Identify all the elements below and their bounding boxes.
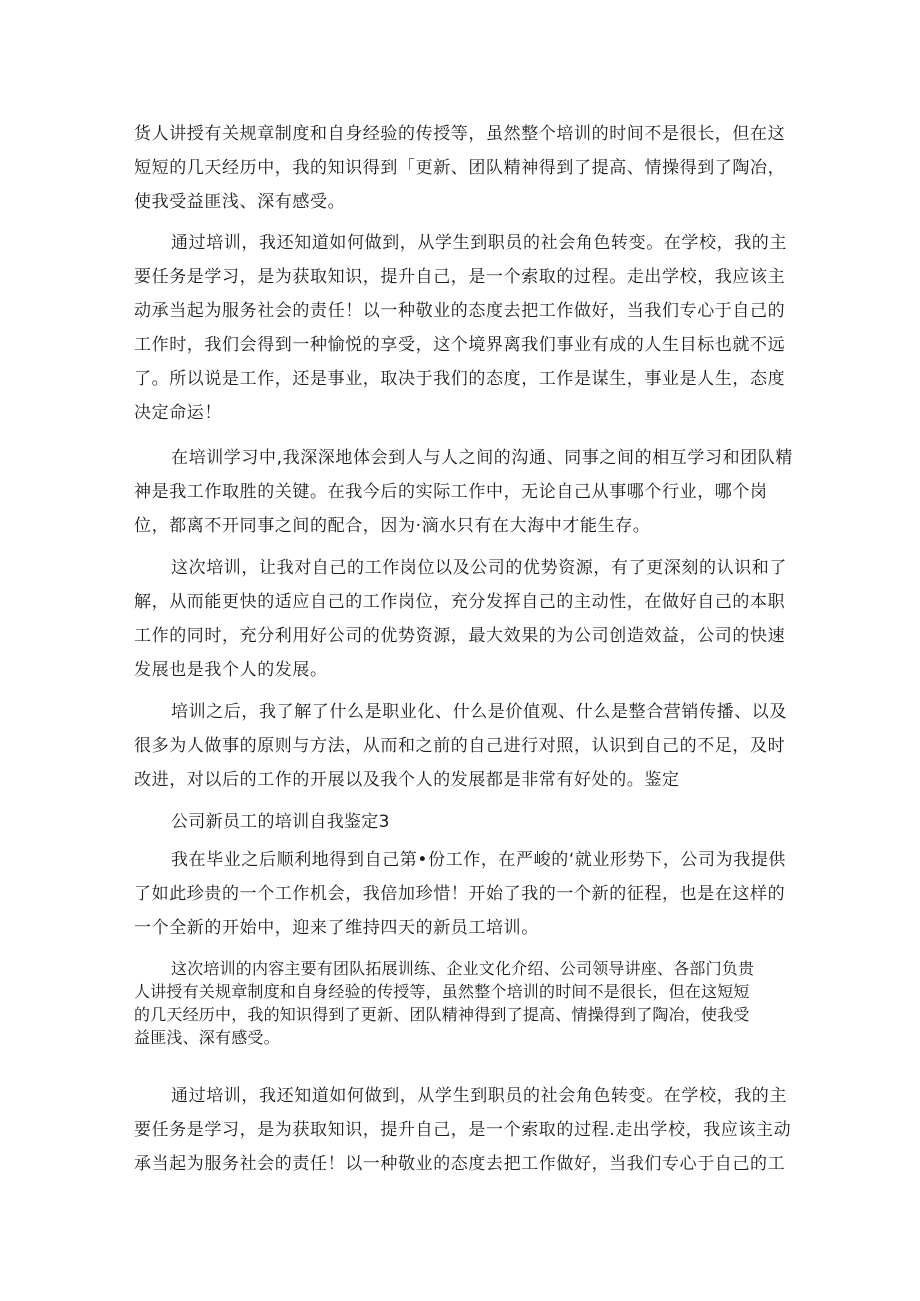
text-line: 我在毕业之后顺利地得到自己第•份工作，在严峻的‘就业形势下，公司为我提供 [171,850,787,870]
text-line: 的几天经历中，我的知识得到了更新、团队精神得到了提高、情操得到了陶冶，使我受 [134,1005,750,1024]
text-line: 货人讲授有关规章制度和自身经验的传授等，虽然整个培训的时间不是很长，但在这 [134,124,786,144]
text-line: 人讲授有关规章制度和自身经验的传授等，虽然整个培训的时间不是很长，但在这短短 [134,982,750,1001]
paragraph-1 [134,117,786,219]
text-line: 改进，对以后的工作的开展以及我个人的发展都是非常有好处的。鉴定 [134,770,680,790]
text-line: 在培训学习中,我深深地体会到人与人之间的沟通、同事之间的相互学习和团队精 [171,448,794,468]
text-line: 决定命运！ [134,403,222,423]
text-line: 发展也是我个人的发展。 [134,660,328,680]
text-line: 神是我工作取胜的关键。在我今后的实际工作中，无论自己从事哪个行业，哪个岗 [134,482,768,502]
text-line: 了。所以说是工作，还是事业，取决于我们的态度，工作是谋生，事业是人生，态度 [134,369,786,389]
text-line: 短短的几天经历中，我的知识得到「更新、团队精神得到了提高、情操得到了陶冶， [134,158,786,178]
text-line: 这次培训，让我对自己的工作岗位以及公司的优势资源，有了更深刻的认识和了 [171,558,787,578]
text-line: 益匪浅、深有感受。 [134,1028,280,1047]
paragraph-9 [134,1079,792,1181]
text-line: 通过培训，我还知道如何做到，从学生到职员的社会角色转变。在学校，我的主 [171,233,787,253]
text-line: 很多为人做事的原则与方法，从而和之前的自己进行对照，认识到自己的不足，及时 [134,736,786,756]
text-line: 工作的同时，充分利用好公司的优势资源，最大效果的为公司创造效益，公司的快速 [134,626,786,646]
paragraph-5 [134,695,787,797]
text-line: 要任务是学习，是为获取知识，提升自己，是一个索取的过程.走出学校，我应该主动 [134,1120,792,1140]
paragraph-8 [134,957,774,1049]
text-line: 位，都离不开同事之间的配合，因为·滴水只有在大海中才能生存。 [134,516,651,536]
text-line: 动承当起为服务社会的责任！以一种敬业的态度去把工作做好，当我们专心于自己的 [134,301,786,321]
paragraph-3 [134,441,794,543]
text-line: 承当起为服务社会的责任！以一种敬业的态度去把工作做好，当我们专心于自己的工 [134,1154,786,1174]
paragraph-7 [134,843,787,945]
text-line: 一个全新的开始中，迎来了维持四天的新员工培训。 [134,918,539,938]
text-line: 工作时，我们会得到一种愉悦的享受，这个境界离我们事业有成的人生目标也就不远 [134,335,786,355]
paragraph-2 [134,226,787,430]
paragraph-4 [134,551,787,687]
text-line: 解，从而能更快的适应自己的工作岗位，充分发挥自己的主动性，在做好自己的本职 [134,592,786,612]
section-heading: 公司新员工的培训自我鉴定3 [171,812,390,832]
text-line: 了如此珍贵的一个工作机会，我倍加珍惜！开始了我的一个新的征程，也是在这样的 [134,884,786,904]
text-line: 通过培训，我还知道如何做到，从学生到职员的社会角色转变。在学校，我的主 [171,1086,787,1106]
text-line: 使我受益匪浅、深有感受。 [134,192,346,212]
text-line: 要任务是学习，是为获取知识，提升自己，是一个索取的过程。走出学校，我应该主 [134,267,786,287]
text-line: 培训之后，我了解了什么是职业化、什么是价值观、什么是整合营销传播、以及 [171,702,787,722]
text-line: 这次培训的内容主要有团队拓展训练、企业文化介绍、公司领导讲座、各部门负贵 [171,959,755,978]
